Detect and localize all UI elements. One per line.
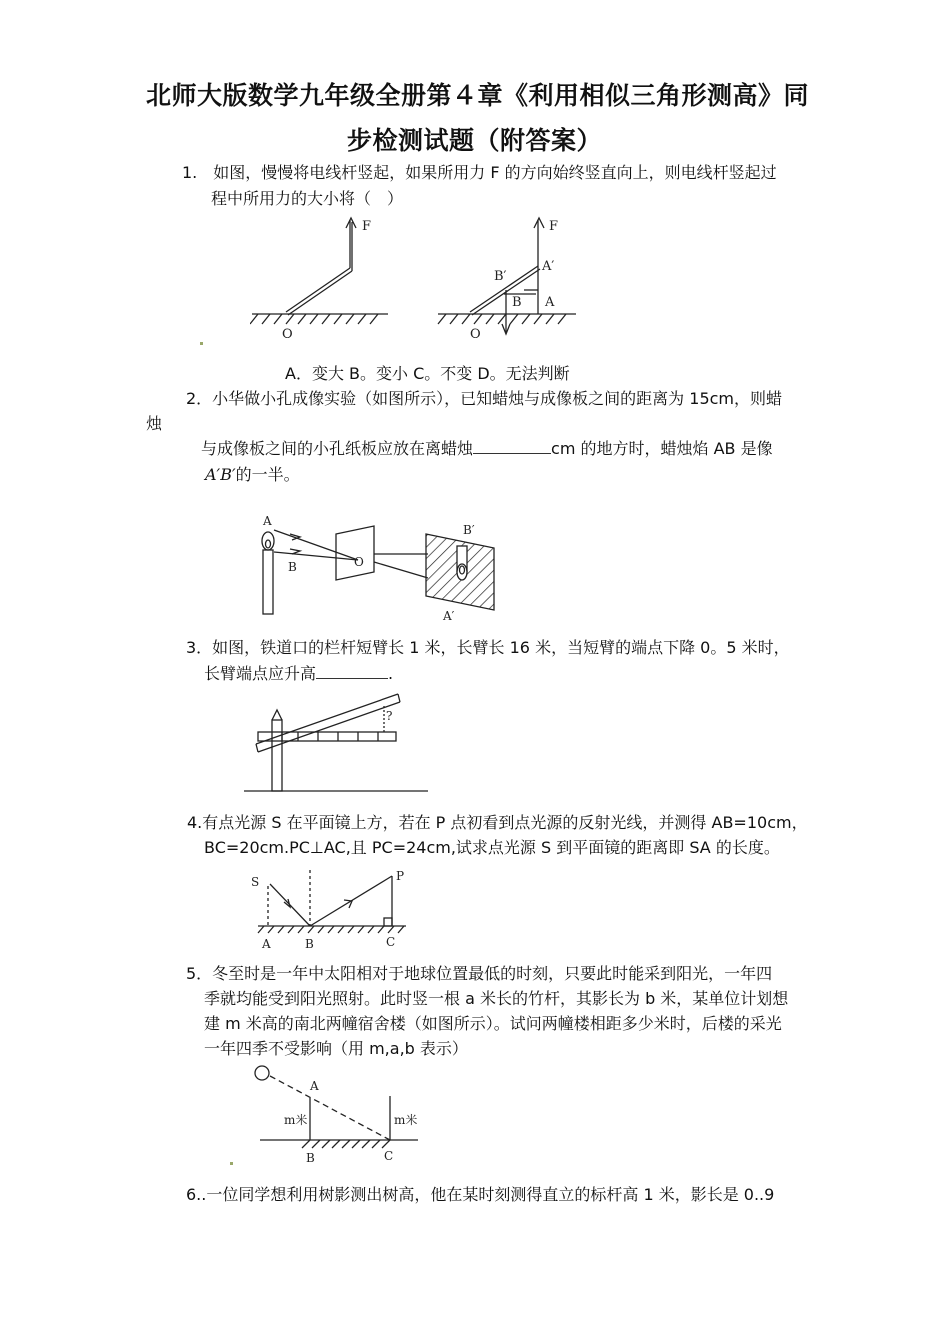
q2-label-O: O — [354, 555, 364, 569]
q4-text-line1: 4.有点光源 S 在平面镜上方，若在 P 点初看到点光源的反射光线，并测得 AB=10cm， — [187, 813, 808, 832]
q1-label-A: A — [545, 295, 555, 310]
q5-label-A: A — [310, 1079, 319, 1093]
q2-text-line2 — [201, 438, 773, 460]
q2-answer-blank — [473, 439, 551, 454]
q4-label-P: P — [396, 869, 405, 883]
q4-label-A: A — [262, 937, 271, 951]
q1-choices: A．变大 B。变小 C。不变 D。无法判断 — [285, 364, 570, 383]
q1-text-line2: 程中所用力的大小将（ ） — [211, 189, 404, 208]
q6-text-line1: 6..一位同学想利用树影测出树高，他在某时刻测得直立的标杆高 1 米，影长是 0..9 — [186, 1185, 775, 1204]
q3-text-line1: 3．如图，铁道口的栏杆短臂长 1 米，长臂长 16 米，当短臂的端点下降 0。5 米时， — [186, 638, 790, 657]
q4-label-B: B — [305, 937, 314, 951]
q5-text-line4: 一年四季不受影响（用 m,a,b 表示） — [204, 1039, 468, 1058]
q2-text-line1: 2．小华做小孔成像实验（如图所示），已知蜡烛与成像板之间的距离为 15cm，则蜡 — [186, 389, 783, 408]
q1-label-F-right: F — [549, 219, 559, 234]
q1-label-O-left: O — [282, 327, 293, 342]
q3-text-line2-label: 长臂端点应升高 — [204, 664, 317, 683]
q5-label-C: C — [384, 1149, 394, 1163]
q2-text-line3 — [205, 464, 300, 486]
stray-dot-2 — [230, 1162, 233, 1165]
q1-text-line1: 1. 如图，慢慢将电线杆竖起，如果所用力 F 的方向始终竖直向上，则电线杆竖起过 — [182, 163, 777, 182]
q2-text-line1b: 烛 — [146, 414, 163, 433]
q2-figure — [250, 508, 505, 628]
q5-label-B: B — [306, 1151, 315, 1165]
q1-left-ground-hatch — [250, 314, 378, 324]
q5-label-m-right: m米 — [394, 1113, 418, 1127]
q2-label-A: A — [263, 514, 272, 528]
q3-text-line2-end: . — [388, 664, 394, 683]
q2-label-A-prime: A′ — [443, 609, 455, 623]
q1-label-F-left: F — [362, 219, 372, 234]
sun-icon — [255, 1066, 269, 1080]
q1-label-B-prime: B′ — [494, 269, 507, 284]
q1-right-ground-hatch — [438, 314, 566, 324]
doc-title-line2: 步检测试题（附答案） — [347, 126, 603, 155]
q4-figure — [248, 864, 418, 954]
q2-text-line2b: cm 的地方时，蜡烛焰 AB 是像 — [551, 439, 773, 458]
q2-label-B: B — [288, 560, 297, 574]
q5-ground-hatch — [302, 1140, 390, 1148]
q2-label-B-prime: B′ — [463, 523, 475, 537]
q5-text-line1: 5．冬至时是一年中太阳相对于地球位置最低的时刻，只要此时能采到阳光，一年四 — [186, 964, 773, 983]
q3-label-question: ? — [386, 709, 393, 723]
q2-text-line3b: 的一半。 — [235, 465, 300, 484]
q1-figure — [250, 212, 590, 347]
q5-text-line2: 季就均能受到阳光照射。此时竖一根 a 米长的竹杆，其影长为 b 米，某单位计划想 — [204, 989, 789, 1008]
q2-text-line3a: A′B′ — [205, 465, 236, 484]
q1-label-O-right: O — [470, 327, 481, 342]
q4-label-C: C — [386, 935, 396, 949]
q1-label-A-prime: A′ — [542, 259, 555, 274]
q4-text-line2: BC=20cm.PC⊥AC,且 PC=24cm,试求点光源 S 到平面镜的距离即 SA 的长度。 — [204, 838, 780, 857]
q4-label-S: S — [251, 875, 260, 889]
q3-answer-blank — [316, 664, 388, 679]
q1-label-B: B — [512, 295, 522, 310]
q4-mirror-hatch — [258, 926, 404, 933]
stray-dot — [200, 342, 203, 345]
q5-figure — [252, 1062, 427, 1167]
q5-label-m-left: m米 — [284, 1113, 308, 1127]
doc-title-line1: 北师大版数学九年级全册第４章《利用相似三角形测高》同 — [146, 81, 810, 110]
q2-text-line2a: 与成像板之间的小孔纸板应放在离蜡烛 — [201, 439, 474, 458]
q3-figure — [240, 690, 430, 795]
q5-text-line3: 建 m 米高的南北两幢宿舍楼（如图所示）。试问两幢楼相距多少米时，后楼的采光 — [204, 1014, 782, 1033]
q3-text-line2 — [204, 663, 393, 685]
